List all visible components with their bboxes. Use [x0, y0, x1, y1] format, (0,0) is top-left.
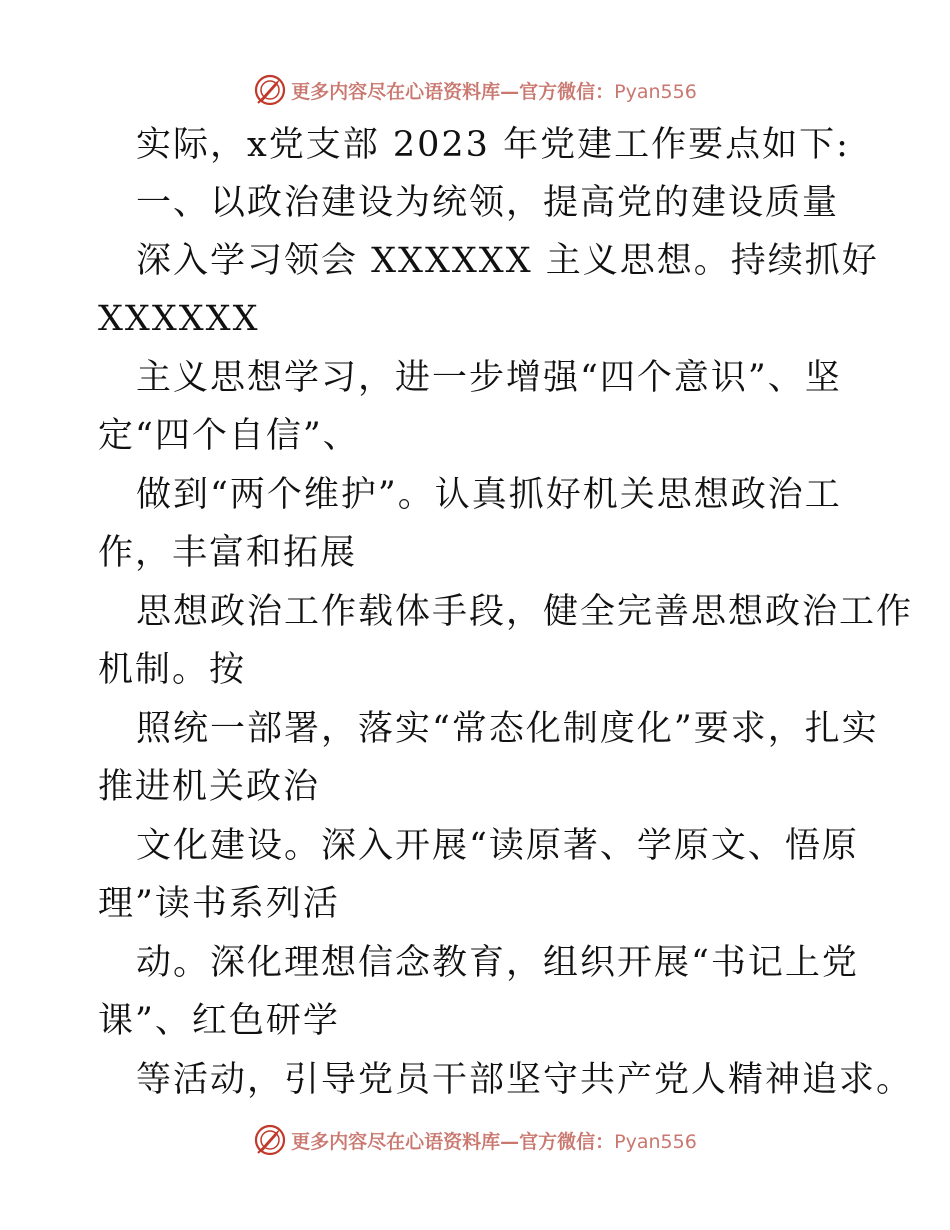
text-line: 理”读书系列活 [98, 884, 340, 924]
text-line: 课”、红色研学 [98, 1001, 340, 1041]
watermark-text: 更多内容尽在心语资料库—官方微信：Pyan556 [291, 1130, 697, 1153]
text-line: 推进机关政治 [98, 767, 321, 807]
text-line: XXXXXX [98, 299, 260, 339]
section-heading: 一、以政治建设为统领，提高党的建设质量 [136, 183, 840, 223]
text-line: 等活动，引导党员干部坚守共产党人精神追求。 [136, 1060, 914, 1100]
text-line: 照统一部署，落实“常态化制度化”要求，扎实 [136, 709, 879, 749]
quill-logo-icon [253, 73, 287, 107]
text-line: 思想政治工作载体手段，健全完善思想政治工作 [136, 592, 914, 632]
quill-logo-icon [253, 1123, 287, 1157]
text-line: 深入学习领会 XXXXXX 主义思想。持续抓好 [136, 241, 879, 281]
text-line: 定“四个自信”、 [98, 416, 360, 456]
text-line: 作，丰富和拓展 [98, 533, 358, 573]
watermark-header [0, 70, 950, 110]
text-line: 做到“两个维护”。认真抓好机关思想政治工 [136, 475, 842, 515]
text-line: 主义思想学习，进一步增强“四个意识”、坚 [136, 358, 842, 398]
watermark-footer [0, 1120, 950, 1160]
text-line: 机制。按 [98, 650, 247, 690]
text-line: 文化建设。深入开展“读原著、学原文、悟原 [136, 826, 859, 866]
text-line: 动。深化理想信念教育，组织开展“书记上党 [136, 943, 859, 983]
text-line: 实际，x党支部 2023 年党建工作要点如下: [136, 125, 850, 165]
watermark-text: 更多内容尽在心语资料库—官方微信：Pyan556 [291, 80, 697, 103]
